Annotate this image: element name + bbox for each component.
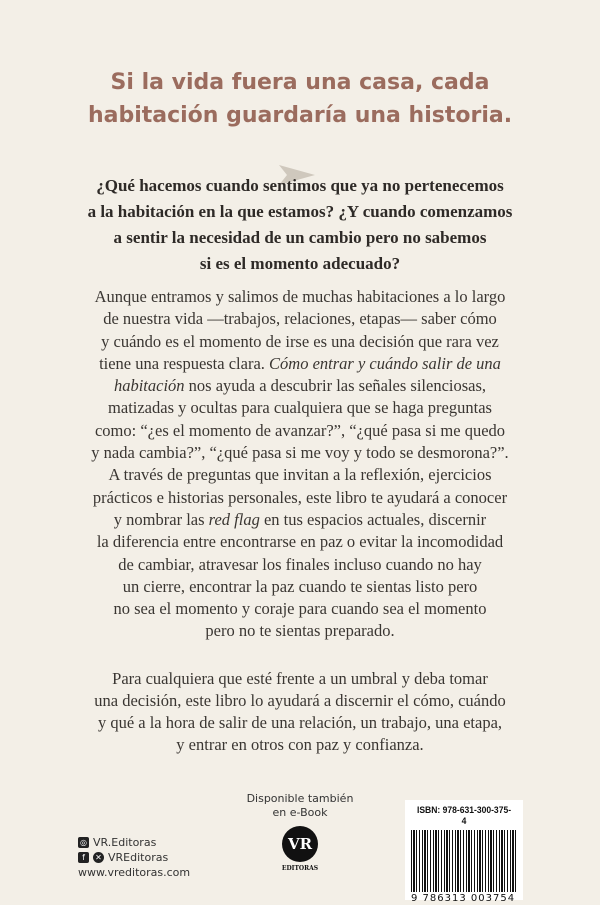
text-line: no sea el momento y coraje para cuando sea el momento	[113, 599, 487, 619]
question-line: a la habitación en la que estamos? ¿Y cuando comenzamos	[87, 202, 513, 221]
description-paragraph	[0, 286, 600, 643]
instagram-icon: ◎	[78, 837, 89, 848]
facebook-icon: f	[78, 852, 89, 863]
text-line: Aunque entramos y salimos de muchas habitaciones a lo largo	[94, 287, 506, 306]
text-segment: y nombrar las	[113, 509, 205, 529]
publisher-label: EDITORAS	[281, 865, 319, 872]
text-line: y cuándo es el momento de irse es una decisión que rara vez	[101, 331, 499, 351]
text-line: como: “¿es el momento de avanzar?”, “¿qué pasa si me quedo	[94, 420, 506, 440]
instagram-handle[interactable]: VR.Editoras	[93, 836, 157, 849]
text-line: prácticos e historias personales, este libro te ayudará a conocer	[92, 487, 508, 507]
text-line: A través de preguntas que invitan a la reflexión, ejercicios	[108, 465, 492, 485]
text-line: un cierre, encontrar la paz cuando te sientas listo pero	[122, 576, 478, 596]
isbn-text: ISBN: 978-631-300-375-4	[416, 805, 512, 827]
text-line: Para cualquiera que esté frente a un umbral y deba tomar	[112, 669, 488, 688]
tagline-line: Si la vida fuera una casa, cada	[110, 70, 490, 95]
text-line: y entrar en otros con paz y confianza.	[176, 735, 424, 754]
x-icon: ✕	[93, 852, 104, 863]
text-line: y nada cambia?”, “¿qué pasa si me voy y todo se desmorona?”.	[91, 443, 509, 463]
closing-paragraph	[0, 668, 600, 756]
tagline-line: habitación guardaría una historia.	[87, 103, 513, 128]
barcode-bars	[411, 830, 517, 892]
text-line: y qué a la hora de salir de una relación, un trabajo, una etapa,	[97, 713, 503, 732]
text-line: una decisión, este libro lo ayudará a discernir el cómo, cuándo	[94, 691, 506, 710]
vr-logo-icon: VR	[282, 826, 318, 862]
text-line: pero no te sientas preparado.	[205, 621, 395, 641]
website-link[interactable]: www.vreditoras.com	[78, 866, 191, 879]
text-segment: tiene una respuesta clara.	[99, 353, 265, 373]
text-line: matizadas y ocultas para cualquiera que se haga preguntas	[108, 398, 492, 418]
ebook-line: en e-Book	[272, 806, 328, 819]
social-links	[78, 835, 190, 880]
facebook-x-handle[interactable]: VREditoras	[108, 851, 169, 864]
book-title-italic: Cómo entrar y cuándo salir de una	[269, 353, 501, 373]
question-line: si es el momento adecuado?	[199, 254, 401, 273]
text-line: de nuestra vida —trabajos, relaciones, etapas— saber cómo	[103, 309, 497, 329]
tagline	[0, 66, 600, 132]
ebook-line: Disponible también	[246, 792, 354, 805]
text-line	[0, 509, 600, 531]
question-line: ¿Qué hacemos cuando sentimos que ya no pertenecemos	[96, 176, 504, 195]
text-segment: en tus espacios actuales, discernir	[263, 509, 487, 529]
text-line	[0, 375, 600, 397]
barcode-number: 9 786313 003754	[411, 893, 516, 904]
ebook-availability	[200, 792, 400, 820]
red-flag-italic: red flag	[208, 509, 260, 529]
text-line: la diferencia entre encontrarse en paz o evitar la incomodidad	[96, 532, 504, 552]
publisher-logo	[278, 826, 322, 872]
text-line: de cambiar, atravesar los finales incluso cuando no hay	[118, 554, 482, 574]
text-line	[0, 353, 600, 375]
text-segment: nos ayuda a descubrir las señales silenciosas,	[188, 376, 487, 396]
lead-questions	[0, 173, 600, 277]
question-line: a sentir la necesidad de un cambio pero no sabemos	[113, 228, 487, 247]
isbn-barcode	[405, 800, 523, 904]
book-title-italic: habitación	[113, 376, 185, 396]
